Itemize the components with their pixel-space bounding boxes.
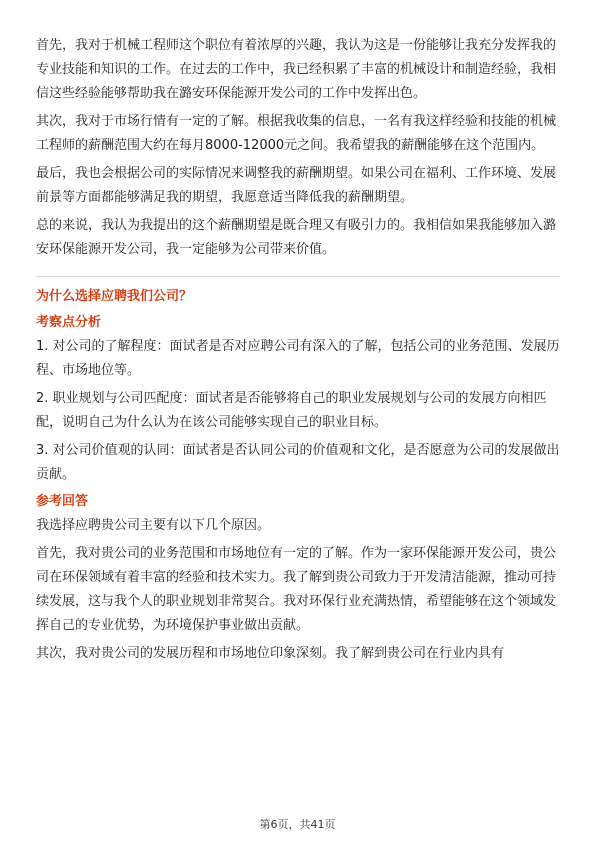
analysis-item: 3. 对公司价值观的认同：面试者是否认同公司的价值观和文化，是否愿意为公司的发展做出贡献。: [36, 443, 560, 482]
intro-paragraph: 首先，我对于机械工程师这个职位有着浓厚的兴趣，我认为这是一份能够让我充分发挥我的专业技能和知识的工作。在过去的工作中，我已经积累了丰富的机械设计和制造经验，我相信这些经验能够帮助我在潞安环保能源开发公司的工作中发挥出色。: [36, 38, 557, 101]
analysis-item: 2. 职业规划与公司匹配度：面试者是否能够将自己的职业发展规划与公司的发展方向相匹配，说明自己为什么认为在该公司能够实现自己的职业目标。: [36, 391, 547, 430]
answer-paragraph: 我选择应聘贵公司主要有以下几个原因。: [36, 518, 271, 533]
analysis-item: 1. 对公司的了解程度：面试者是否对应聘公司有深入的了解，包括公司的业务范围、发展历程、市场地位等。: [36, 339, 560, 378]
intro-paragraph: 其次，我对于市场行情有一定的了解。根据我收集的信息，一名有我这样经验和技能的机械工程师的薪酬范围大约在每月8000-12000元之间。我希望我的薪酬能够在这个范围内。: [36, 114, 557, 153]
question-title: 为什么选择应聘我们公司？: [36, 289, 193, 304]
section-divider: [36, 276, 560, 277]
page-footer: 第6页，共41页: [259, 818, 336, 831]
page-content: [36, 34, 560, 670]
intro-paragraph: 总的来说，我认为我提出的这个薪酬期望是既合理又有吸引力的。我相信如果我能够加入潞安环保能源开发公司，我一定能够为公司带来价值。: [36, 218, 557, 257]
answer-paragraph: 首先，我对贵公司的业务范围和市场地位有一定的了解。作为一家环保能源开发公司，贵公司在环保领域有着丰富的经验和技术实力。我了解到贵公司致力于开发清洁能源，推动可持续发展，这与我个人的职业规划非常契合。我对环保行业充满热情，希望能够在这个领域发挥自己的专业优势，为环境保护事业做出贡献。: [36, 546, 557, 633]
analysis-heading: 考察点分析: [36, 315, 102, 330]
answer-heading: 参考回答: [36, 494, 89, 509]
answer-paragraph: 其次，我对贵公司的发展历程和市场地位印象深刻。我了解到贵公司在行业内具有: [36, 646, 505, 661]
intro-paragraph: 最后，我也会根据公司的实际情况来调整我的薪酬期望。如果公司在福利、工作环境、发展前景等方面都能够满足我的期望，我愿意适当降低我的薪酬期望。: [36, 166, 557, 205]
